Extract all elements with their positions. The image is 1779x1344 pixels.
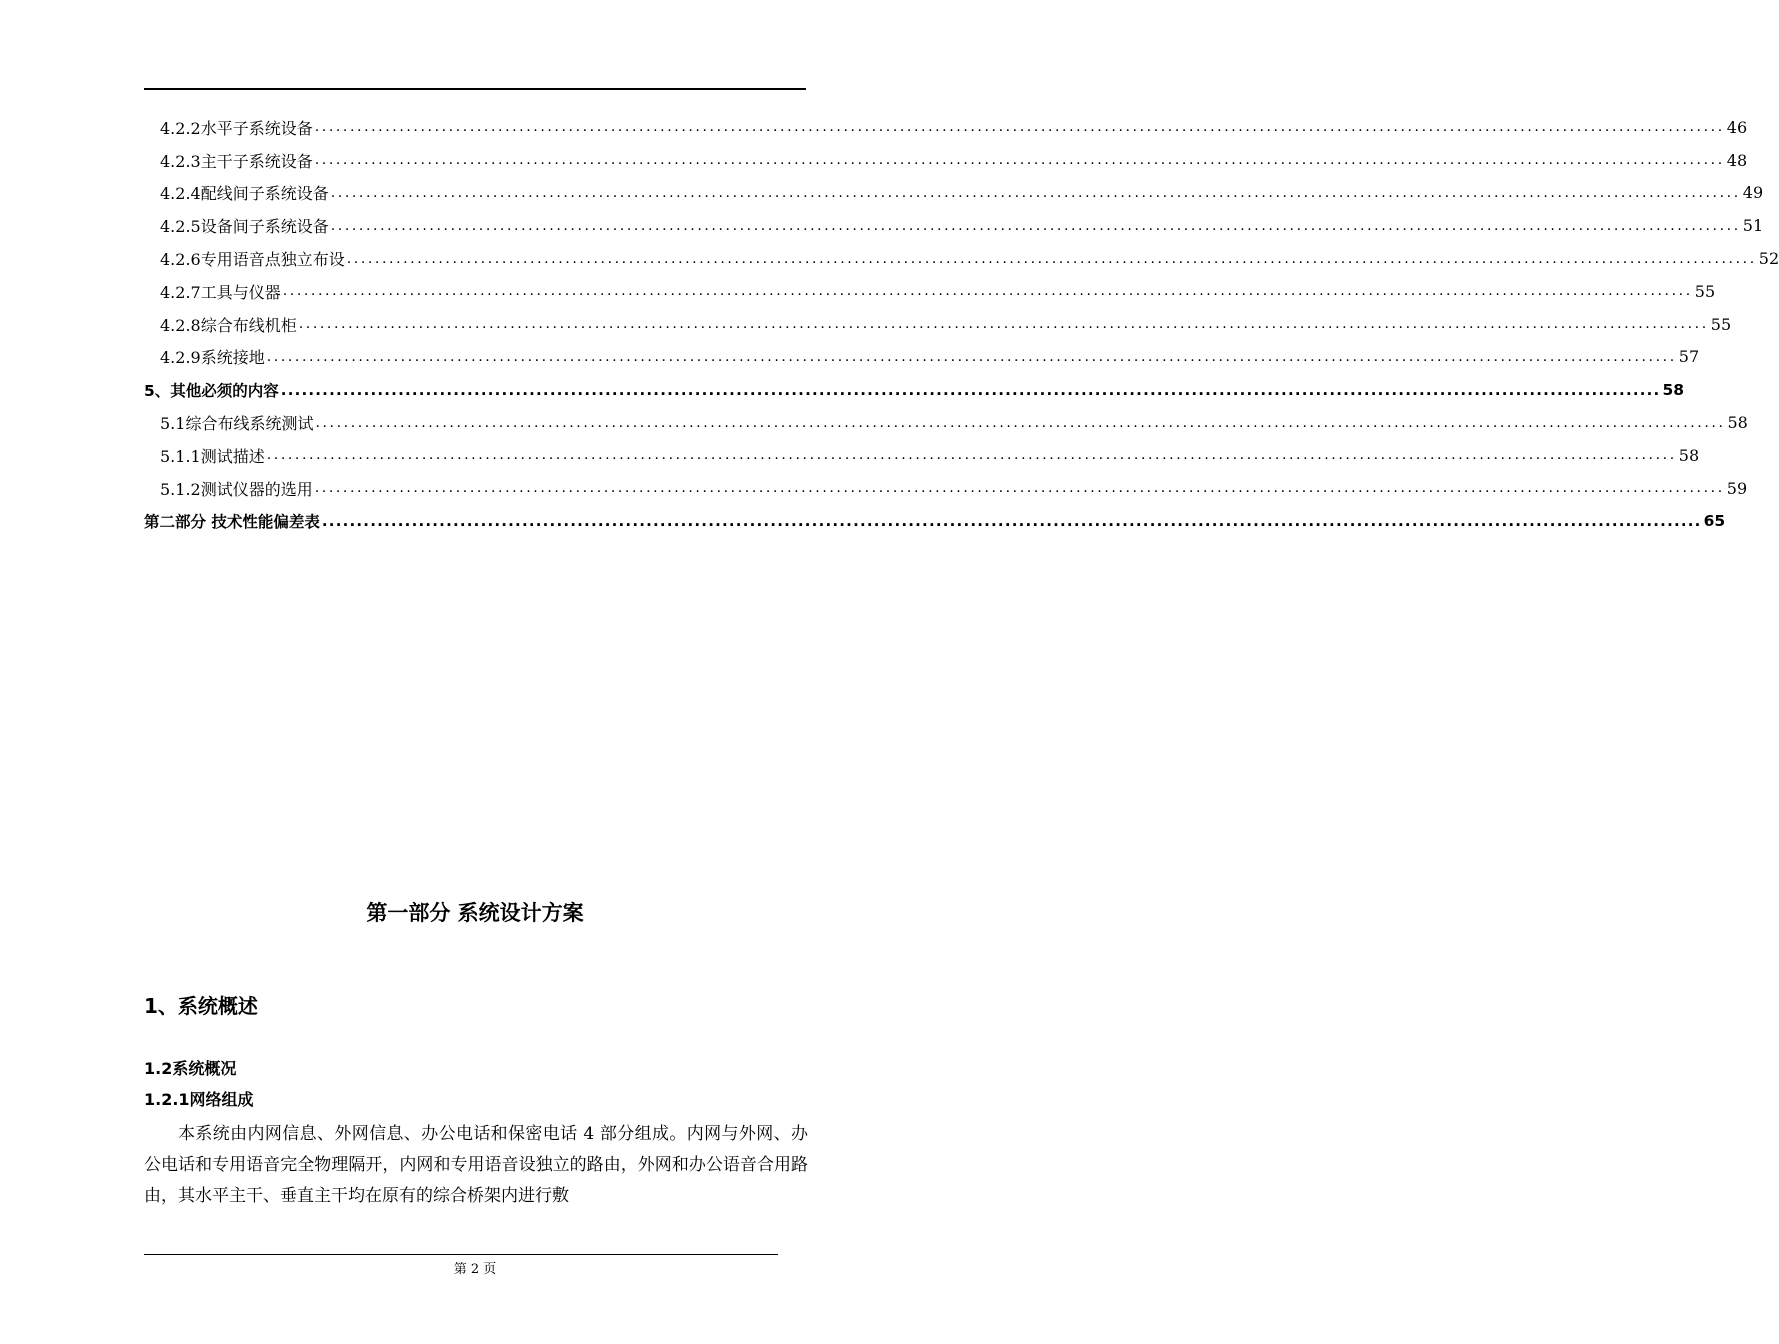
toc-entry-label: 5.1.2测试仪器的选用 [160,479,313,499]
toc-dot-leader: ........................................................................................................................................................................................................ [314,480,1725,497]
toc-dot-leader: ........................................................................................................................................................................................................ [314,119,1725,136]
toc-entry[interactable] [144,472,1748,505]
toc-dot-leader: ........................................................................................................................................................................................................ [330,217,1741,234]
toc-entry[interactable] [144,308,1732,341]
toc-entry[interactable] [144,111,1748,144]
subsection-heading: 1.2系统概况 [144,1059,237,1078]
toc-entry-label: 4.2.4配线间子系统设备 [160,184,329,204]
toc-entry-label: 4.2.9系统接地 [160,348,265,368]
toc-dot-leader: ........................................................................................................................................................................................................ [298,316,1709,333]
toc-entry-page: 58 [1727,413,1748,433]
toc-entry-page: 59 [1726,478,1748,498]
toc-dot-leader: ........................................................................................................................................................................................................ [315,414,1726,431]
toc-entry[interactable] [144,439,1700,472]
toc-entry-page: 58 [1678,445,1700,465]
toc-entry[interactable] [144,177,1764,210]
toc-entry-label: 4.2.2水平子系统设备 [160,118,313,138]
toc-entry-page: 58 [1662,380,1685,399]
footer-rule [144,1254,778,1255]
toc-entry-label: 5、其他必须的内容 [144,381,279,400]
toc-entry-page: 46 [1726,117,1748,137]
toc-entry-page: 48 [1726,150,1748,170]
toc-entry[interactable] [144,373,1685,406]
toc-entry-label: 4.2.3主干子系统设备 [160,151,313,171]
toc-entry[interactable] [144,242,1779,275]
toc-dot-leader: ........................................................................................................................................................................................................ [282,283,1693,300]
page-number: 第 2 页 [453,1262,497,1277]
part-title: 第一部分 系统设计方案 [366,901,584,925]
toc-dot-leader: ........................................................................................................................................................................................................ [321,511,1702,530]
toc-entry-label: 5.1综合布线系统测试 [160,414,314,434]
toc-entry-label: 4.2.8综合布线机柜 [160,315,297,335]
body-paragraph: 本系统由内网信息、外网信息、办公电话和保密电话 4 部分组成。内网与外网、办公电话和专用语音完全物理隔开，内网和专用语音设独立的路由，外网和办公语音合用路由，其水平主干、垂直主干均在原有的综合桥架内进行敷 [144,1124,808,1206]
header-rule [144,88,806,90]
subsubsection-heading: 1.2.1网络组成 [144,1090,254,1109]
toc-dot-leader: ........................................................................................................................................................................................................ [280,380,1661,399]
toc-entry[interactable] [144,144,1748,177]
table-of-contents [144,111,1779,537]
toc-entry-label: 4.2.7工具与仪器 [160,282,281,302]
toc-entry-label: 5.1.1测试描述 [160,446,265,466]
toc-dot-leader: ........................................................................................................................................................................................................ [346,250,1757,267]
toc-entry-page: 65 [1703,511,1726,530]
toc-entry[interactable] [144,505,1726,538]
toc-entry-label: 4.2.5设备间子系统设备 [160,217,329,237]
toc-entry-page: 57 [1678,347,1700,367]
toc-entry[interactable] [144,406,1748,439]
toc-entry-label: 第二部分 技术性能偏差表 [144,512,320,531]
toc-entry[interactable] [144,209,1764,242]
toc-dot-leader: ........................................................................................................................................................................................................ [266,447,1677,464]
toc-dot-leader: ........................................................................................................................................................................................................ [266,348,1677,365]
toc-dot-leader: ........................................................................................................................................................................................................ [314,152,1725,169]
toc-entry-page: 49 [1742,183,1764,203]
toc-entry[interactable] [144,275,1716,308]
toc-entry-page: 51 [1742,216,1764,236]
toc-entry[interactable] [144,341,1700,374]
toc-dot-leader: ........................................................................................................................................................................................................ [330,184,1741,201]
toc-entry-page: 55 [1710,314,1732,334]
toc-entry-page: 52 [1758,249,1779,269]
toc-entry-page: 55 [1694,281,1716,301]
toc-entry-label: 4.2.6专用语音点独立布设 [160,250,345,270]
section-heading: 1、系统概述 [144,994,258,1018]
